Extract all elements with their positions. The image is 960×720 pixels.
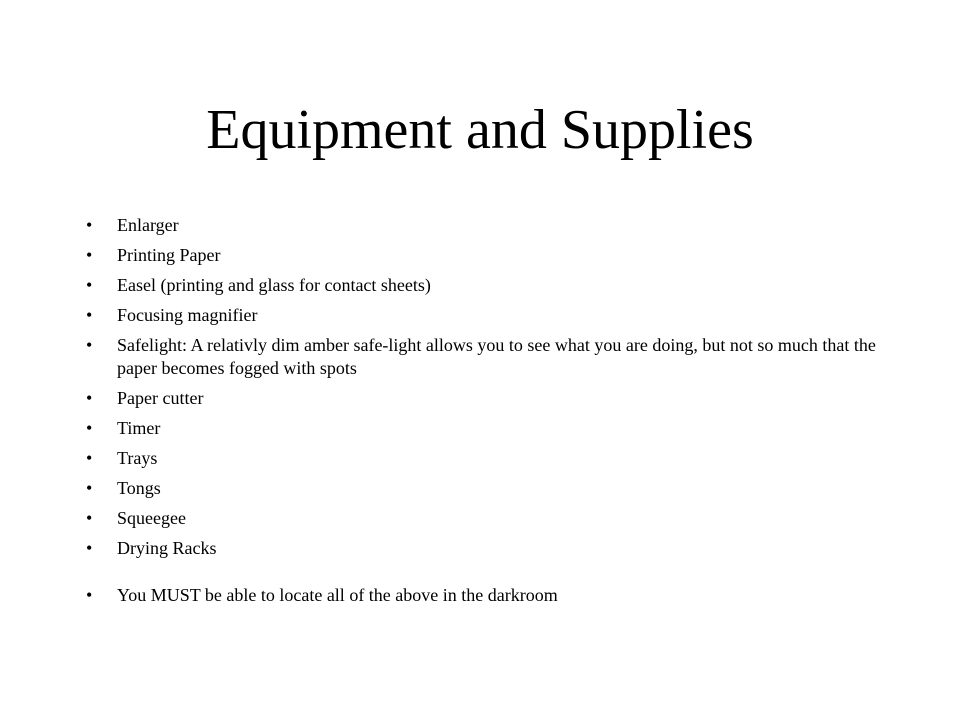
list-item (86, 274, 876, 297)
list-item-text: Tongs (117, 478, 161, 498)
list-item-text: Trays (117, 448, 158, 468)
list-item-text: Printing Paper (117, 245, 221, 265)
list-item (86, 334, 876, 380)
list-item-text: Drying Racks (117, 538, 217, 558)
list-item (86, 417, 876, 440)
bullet-icon: • (86, 335, 93, 355)
bullet-icon: • (86, 448, 93, 468)
list-item (86, 447, 876, 470)
bullet-icon: • (86, 508, 93, 528)
list-item (86, 507, 876, 530)
list-item-text: Squeegee (117, 508, 186, 528)
list-item (86, 537, 876, 560)
bullet-icon: • (86, 275, 93, 295)
list-item-text: You MUST be able to locate all of the above in the darkroom (117, 585, 558, 605)
list-item-text: Timer (117, 418, 161, 438)
list-item-text: Focusing magnifier (117, 305, 258, 325)
bullet-icon: • (86, 245, 93, 265)
bullet-icon: • (86, 388, 93, 408)
list-item-text: Easel (printing and glass for contact sheets) (117, 275, 431, 295)
list-item (86, 214, 876, 237)
slide-title: Equipment and Supplies (206, 99, 754, 161)
list-item (86, 584, 876, 607)
list-item (86, 477, 876, 500)
list-item (86, 304, 876, 327)
bullet-icon: • (86, 478, 93, 498)
bullet-icon: • (86, 215, 93, 235)
bullet-icon: • (86, 538, 93, 558)
bullet-list (86, 214, 876, 614)
list-item (86, 387, 876, 410)
list-item-text: Safelight: A relativly dim amber safe-light allows you to see what you are doing, but not so much that the paper becomes fogged with spots (117, 335, 876, 378)
bullet-icon: • (86, 305, 93, 325)
bullet-icon: • (86, 585, 93, 605)
list-item (86, 244, 876, 267)
list-item-text: Paper cutter (117, 388, 204, 408)
bullet-icon: • (86, 418, 93, 438)
list-item-text: Enlarger (117, 215, 179, 235)
